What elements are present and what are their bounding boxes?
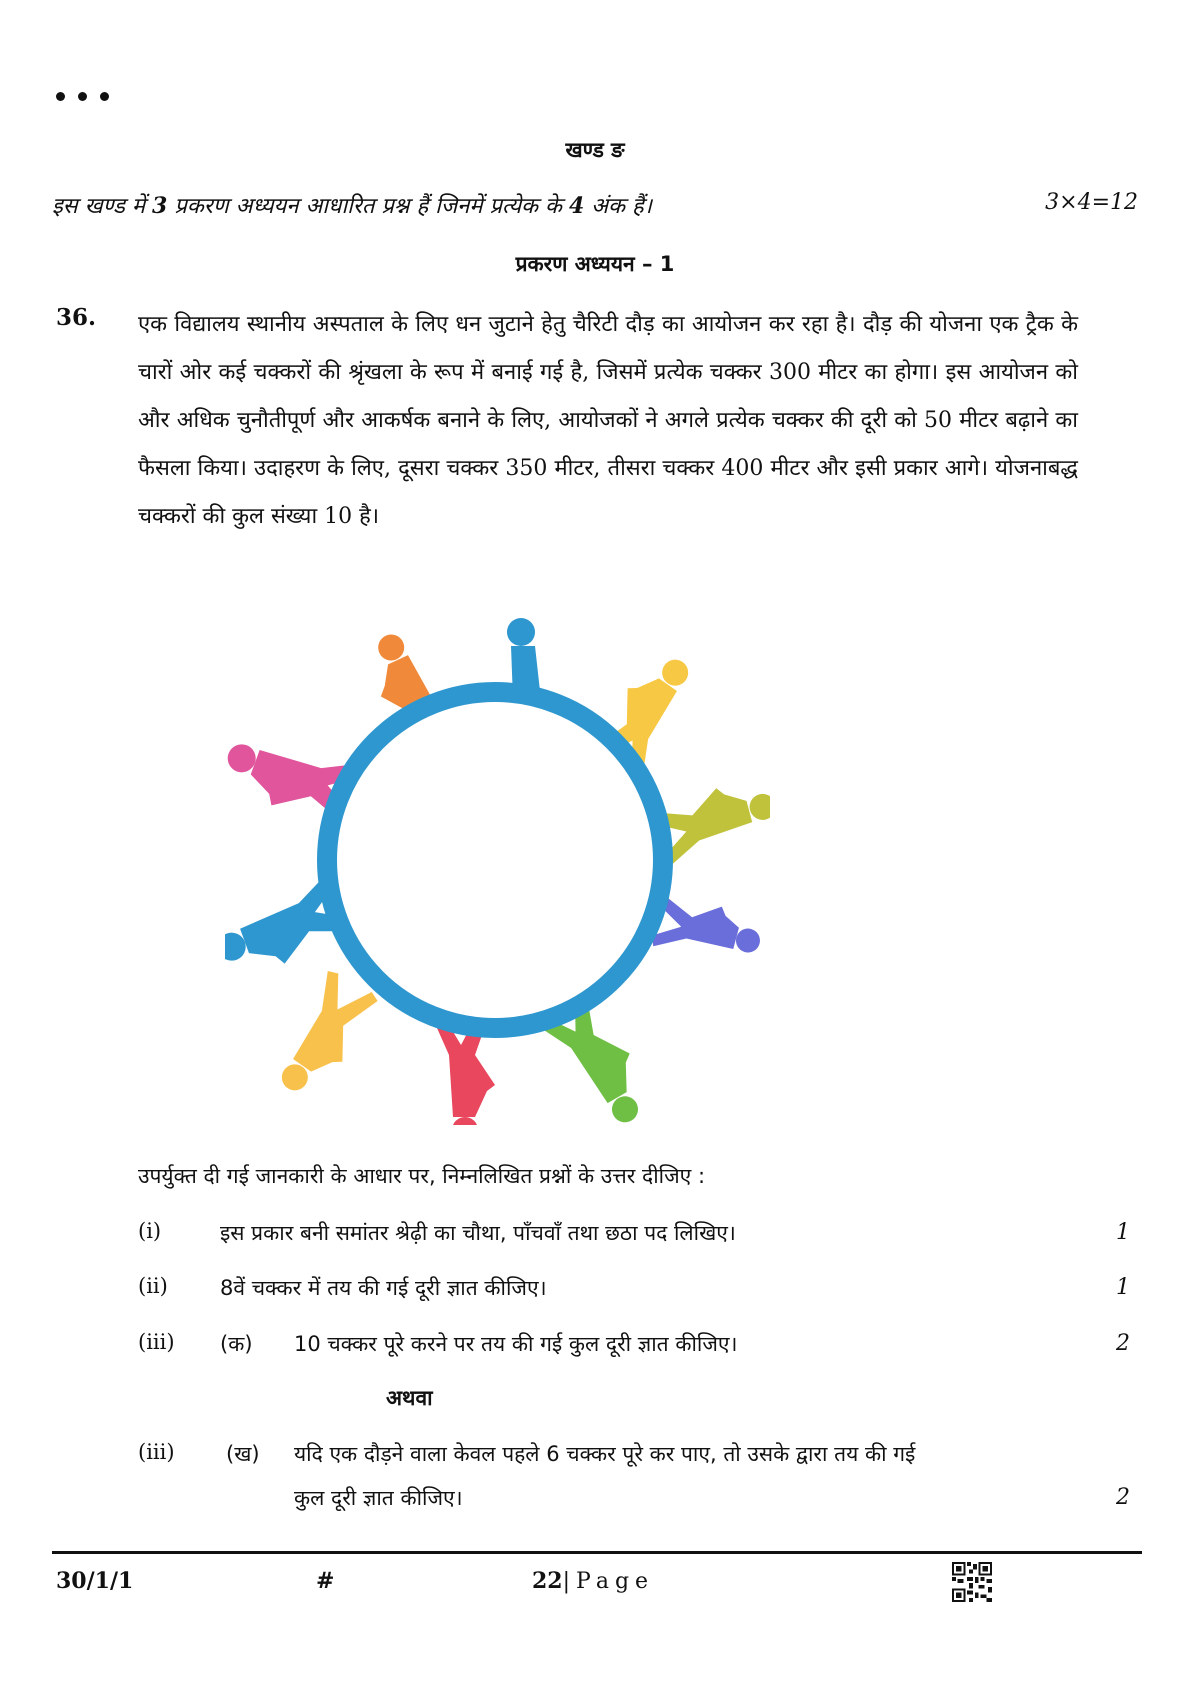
section-instructions [52, 190, 652, 220]
runners-circle-illustration [225, 600, 770, 1125]
subquestion-marks: 1 [1116, 1220, 1130, 1245]
subquestion-text: 8वें चक्कर में तय की गई दूरी ज्ञात कीजिए। [220, 1276, 547, 1300]
dot [78, 92, 87, 101]
page-indicator [532, 1568, 654, 1594]
subquestion-marks: 2 [1116, 1331, 1130, 1356]
ellipsis-dots [56, 92, 109, 101]
subquestion-label: (ii) [138, 1274, 168, 1298]
footer-hash: # [316, 1568, 335, 1594]
or-separator: अथवा [386, 1386, 433, 1410]
page-separator: | [562, 1569, 577, 1594]
subquestion-label: (iii) [138, 1330, 175, 1354]
subquestion-text-line1: यदि एक दौड़ने वाला केवल पहले 6 चक्कर पूरे कर पाए, तो उसके द्वारा तय की गई [294, 1442, 916, 1466]
subquestion-label: (iii) [138, 1440, 175, 1464]
instructions-text: इस खण्ड में [52, 194, 153, 219]
questions-prompt: उपर्युक्त दी गई जानकारी के आधार पर, निम्नलिखित प्रश्नों के उत्तर दीजिए : [138, 1164, 706, 1188]
subquestion-sublabel: (क) [220, 1332, 253, 1356]
section-title: खण्ड ङ [565, 138, 625, 162]
paper-code: 30/1/1 [56, 1568, 134, 1594]
question-paragraph: एक विद्यालय स्थानीय अस्पताल के लिए धन जुटाने हेतु चैरिटी दौड़ का आयोजन कर रहा है। दौड़ की योजना एक ट्रैक के चारों ओर कई चक्करों की श्रृंखला के रूप में बनाई गई है, जिसमें प्रत्येक चक्कर 300 मीटर का होगा। इस आयोजन को और अधिक चुनौतीपूर्ण और आकर्षक बनाने के लिए, आयोजकों ने अगले प्रत्येक चक्कर की दूरी को 50 मीटर बढ़ाने का फैसला किया। उदाहरण के लिए, दूसरा चक्कर 350 मीटर, तीसरा चक्कर 400 मीटर और इसी प्रकार आगे। योजनाबद्ध चक्करों की कुल संख्या 10 है। [138, 312, 1078, 529]
subquestion-marks: 2 [1116, 1485, 1130, 1510]
qr-code-icon [952, 1562, 992, 1602]
instructions-count: 3 [152, 193, 168, 219]
subquestion-marks: 1 [1116, 1275, 1130, 1300]
page-word: Page [576, 1569, 655, 1594]
subquestion-text-line2: कुल दूरी ज्ञात कीजिए। [294, 1486, 463, 1510]
instructions-text: अंक हैं। [584, 194, 652, 219]
circular-track [327, 692, 663, 1028]
dot [56, 92, 65, 101]
subquestion-text: इस प्रकार बनी समांतर श्रेढ़ी का चौथा, पाँचवाँ तथा छठा पद लिखिए। [220, 1221, 736, 1245]
footer-divider [52, 1551, 1142, 1554]
instructions-text: प्रकरण अध्ययन आधारित प्रश्न हैं जिनमें प्रत्येक के [167, 194, 569, 219]
question-number: 36. [56, 304, 97, 331]
subquestion-text: 10 चक्कर पूरे करने पर तय की गई कुल दूरी ज्ञात कीजिए। [294, 1332, 738, 1356]
instructions-marks-each: 4 [568, 193, 585, 219]
section-total-marks: 3×4=12 [1045, 190, 1138, 215]
case-study-title: प्रकरण अध्ययन – 1 [515, 252, 675, 276]
subquestion-label: (i) [138, 1219, 162, 1243]
dot [100, 92, 109, 101]
subquestion-sublabel: (ख) [226, 1442, 260, 1466]
page-number: 22 [532, 1568, 563, 1594]
